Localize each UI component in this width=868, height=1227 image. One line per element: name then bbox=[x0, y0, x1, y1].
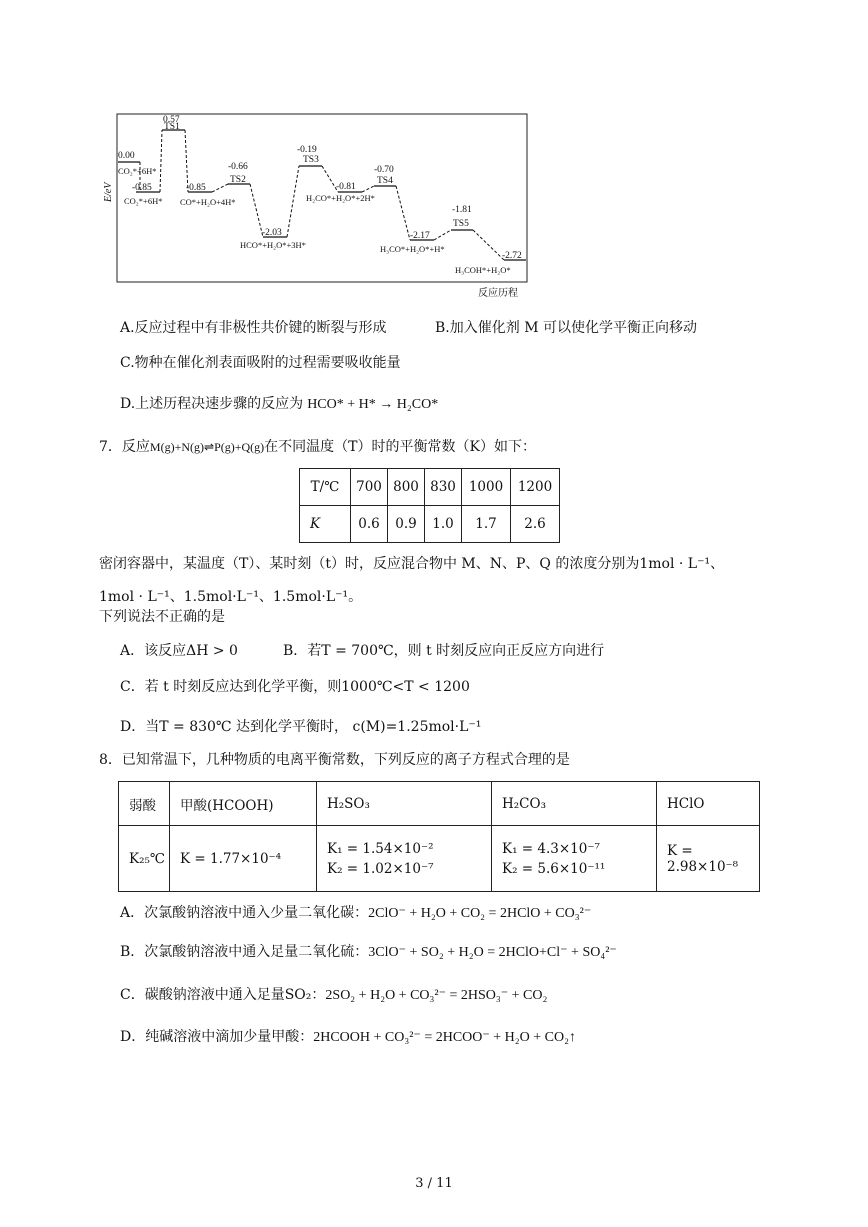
table-cell: K bbox=[300, 506, 351, 543]
q7-number: 7．反应 bbox=[99, 439, 150, 455]
q7-stem-text: 在不同温度（T）时的平衡常数（K）如下： bbox=[264, 439, 536, 455]
level-value: -0.85 bbox=[132, 183, 152, 193]
q6-option-d bbox=[120, 393, 438, 413]
table-cell: K = 2.98×10⁻⁸ bbox=[657, 826, 760, 892]
q8-option-c-text: C．碳酸钠溶液中通入足量SO₂： bbox=[120, 987, 326, 1003]
q8-table bbox=[118, 781, 760, 892]
k1-value: K₁ = 1.54×10⁻² bbox=[327, 840, 434, 857]
q8-option-b-equation: 3ClO⁻ + SO₂ + H₂O = 2HClO+Cl⁻ + SO₄²⁻ bbox=[368, 945, 617, 960]
table-cell: 1.0 bbox=[425, 506, 462, 543]
q8-option-d-equation: 2HCOOH + CO₃²⁻ = 2HCOO⁻ + H₂O + CO₂↑ bbox=[313, 1030, 577, 1045]
table-cell bbox=[317, 826, 492, 892]
table-cell: H₂SO₃ bbox=[317, 782, 492, 826]
q7-option-d: D．当T = 830℃ 达到化学平衡时， c(M)=1.25mol·L⁻¹ bbox=[120, 719, 482, 735]
q8-option-d bbox=[120, 1026, 576, 1046]
q8-option-a-text: A．次氯酸钠溶液中通入少量二氧化碳： bbox=[120, 905, 369, 921]
q7-stem bbox=[99, 436, 536, 456]
table-cell: HClO bbox=[657, 782, 760, 826]
level-species: H₃CO*+H₂O*+H* bbox=[380, 244, 445, 254]
level-species: CO₂*+6H* bbox=[124, 196, 163, 206]
q6-option-d-text: D.上述历程决速步骤的反应为 bbox=[120, 396, 304, 412]
table-cell: 1.7 bbox=[462, 506, 511, 543]
table-cell: 1000 bbox=[462, 469, 511, 506]
level-value: 0.00 bbox=[118, 151, 135, 161]
q8-option-b-text: B．次氯酸钠溶液中通入足量二氧化硫： bbox=[120, 944, 369, 960]
q7-paragraph-2: 1mol · L⁻¹、1.5mol·L⁻¹、1.5mol·L⁻¹。 bbox=[99, 589, 363, 605]
level-value: -2.03 bbox=[262, 228, 282, 238]
level-value: -0.19 bbox=[297, 145, 317, 155]
q7-table bbox=[299, 468, 560, 543]
q8-option-c-equation: 2SO₂ + H₂O + CO₃²⁻ = 2HSO₃⁻ + CO₂ bbox=[325, 988, 548, 1003]
table-cell: T/℃ bbox=[300, 469, 351, 506]
q7-option-a: A．该反应ΔH > 0 bbox=[120, 643, 238, 659]
q8-option-c bbox=[120, 984, 547, 1004]
q7-reaction: M(g)+N(g)⇌P(g)+Q(g) bbox=[149, 440, 265, 454]
table-cell: 800 bbox=[388, 469, 425, 506]
q8-option-a bbox=[120, 902, 591, 922]
q6-option-b: B.加入催化剂 M 可以使化学平衡正向移动 bbox=[435, 320, 697, 336]
ts-label: TS3 bbox=[303, 155, 319, 165]
table-cell: 830 bbox=[425, 469, 462, 506]
table-cell: 2.6 bbox=[511, 506, 560, 543]
q6-option-c: C.物种在催化剂表面吸附的过程需要吸收能量 bbox=[120, 355, 401, 371]
q7-paragraph-1: 密闭容器中，某温度（T）、某时刻（t）时，反应混合物中 M、N、P、Q 的浓度分别为1mol · L⁻¹、 bbox=[99, 556, 725, 572]
level-value: -0.70 bbox=[374, 165, 394, 175]
q8-option-a-equation: 2ClO⁻ + H₂O + CO₂ = 2HClO + CO₃²⁻ bbox=[368, 906, 592, 921]
x-axis-label: 反应历程 bbox=[478, 288, 518, 299]
table-cell: 0.6 bbox=[351, 506, 388, 543]
table-row bbox=[300, 469, 560, 506]
q6-option-a: A.反应过程中有非极性共价键的断裂与形成 bbox=[120, 320, 387, 336]
ts-label: TS5 bbox=[453, 219, 469, 229]
table-cell: 甲酸(HCOOH) bbox=[170, 782, 317, 826]
level-value: 0.57 bbox=[163, 115, 180, 125]
k2-value: K₂ = 1.02×10⁻⁷ bbox=[327, 860, 434, 877]
ts-label: TS1 bbox=[164, 122, 180, 132]
level-species: HCO*+H₂O*+3H* bbox=[240, 240, 306, 250]
level-value: -2.17 bbox=[410, 231, 430, 241]
level-species: H₃COH*+H₂O* bbox=[455, 265, 511, 275]
table-cell: K₂₅℃ bbox=[119, 826, 170, 892]
q7-option-b: B．若T = 700℃，则 t 时刻反应向正反应方向进行 bbox=[283, 643, 605, 659]
level-species: CO*+H₂O+4H* bbox=[180, 197, 236, 207]
ts-label: TS4 bbox=[377, 176, 393, 186]
table-cell: 1200 bbox=[511, 469, 560, 506]
table-cell bbox=[492, 826, 657, 892]
table-cell: 0.9 bbox=[388, 506, 425, 543]
table-cell: H₂CO₃ bbox=[492, 782, 657, 826]
q8-option-d-text: D．纯碱溶液中滴加少量甲酸： bbox=[120, 1029, 314, 1045]
level-value: -0.85 bbox=[186, 183, 206, 193]
q7-paragraph-3: 下列说法不正确的是 bbox=[99, 609, 225, 625]
table-row bbox=[119, 826, 760, 892]
q8-stem: 8．已知常温下，几种物质的电离平衡常数，下列反应的离子方程式合理的是 bbox=[99, 752, 570, 768]
level-value: -1.81 bbox=[452, 205, 472, 215]
ts-label: TS2 bbox=[230, 175, 246, 185]
q7-option-c: C．若 t 时刻反应达到化学平衡，则1000℃<T < 1200 bbox=[120, 679, 470, 695]
page-number: 3 / 11 bbox=[415, 1176, 453, 1191]
level-species: CO₂*+6H* bbox=[118, 166, 157, 176]
level-species: H₂CO*+H₂O*+2H* bbox=[306, 193, 375, 203]
y-axis-label: E/eV bbox=[103, 182, 114, 202]
table-cell: 弱酸 bbox=[119, 782, 170, 826]
level-value: -0.81 bbox=[336, 182, 356, 192]
table-row bbox=[119, 782, 760, 826]
level-value: -2.72 bbox=[502, 251, 522, 261]
table-cell: K = 1.77×10⁻⁴ bbox=[170, 826, 317, 892]
k1-value: K₁ = 4.3×10⁻⁷ bbox=[502, 840, 600, 857]
level-value: -0.66 bbox=[228, 162, 248, 172]
table-row bbox=[300, 506, 560, 543]
energy-profile-diagram bbox=[100, 112, 540, 302]
k2-value: K₂ = 5.6×10⁻¹¹ bbox=[502, 860, 606, 877]
table-cell: 700 bbox=[351, 469, 388, 506]
q8-option-b bbox=[120, 941, 617, 961]
q6-option-d-equation: HCO* + H* → H₂CO* bbox=[307, 397, 439, 412]
